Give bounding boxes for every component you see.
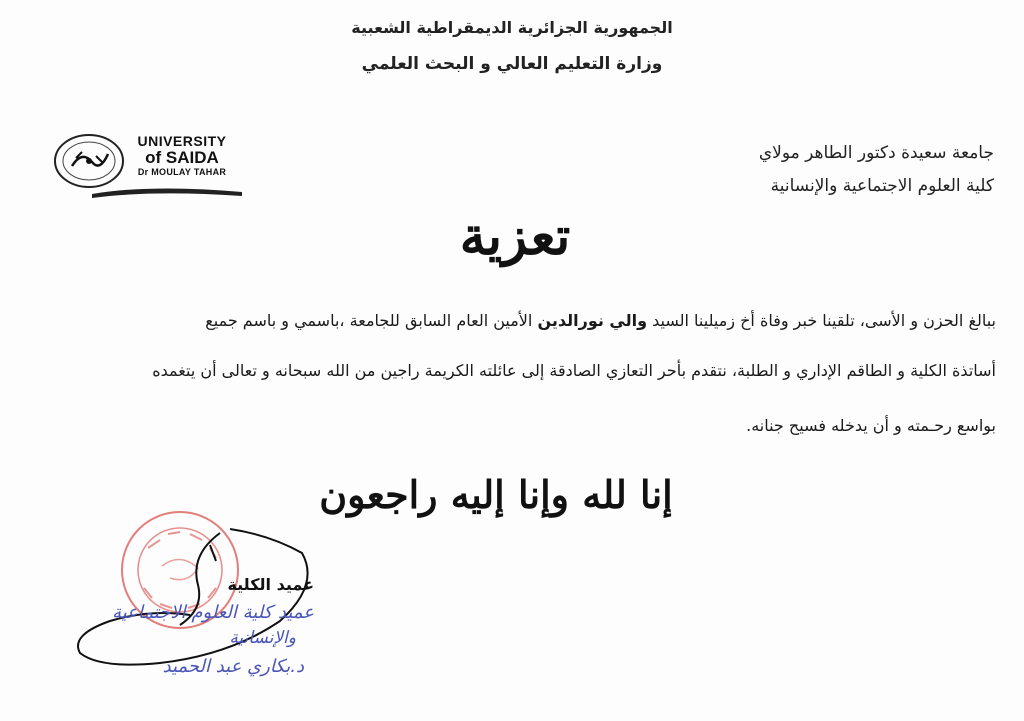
body-paragraph-1 xyxy=(36,311,996,332)
dean-title: عميد الكلية xyxy=(227,575,314,594)
condolence-title: تعزية xyxy=(459,206,571,267)
logo-line-university: UNIVERSITY xyxy=(137,133,227,149)
logo-line-saida: of SAIDA xyxy=(145,148,219,167)
ministry-header: وزارة التعليم العالي و البحث العلمي xyxy=(361,54,663,74)
para1-text-end: الأمين العام السابق للجامعة ،باسمي و باسم جميع xyxy=(205,311,538,330)
handwritten-signature-icon xyxy=(70,525,310,675)
body-paragraph-2: أساتذة الكلية و الطاقم الإداري و الطلبة، نتقدم بأحر التعازي الصادقة إلى عائلته الكريمة راجين من الله سبحانه و تعالى أن يتغمده xyxy=(152,361,996,380)
faculty-name: كلية العلوم الاجتماعية والإنسانية xyxy=(770,176,994,196)
stamp-line-name: د.بكاري عبد الحميد xyxy=(162,656,304,677)
deceased-name: والي نورالدين xyxy=(537,311,648,330)
body-paragraph-3: بواسع رحـمته و أن يدخله فسيح جنانه. xyxy=(746,416,996,435)
university-name: جامعة سعيدة دكتور الطاهر مولاي xyxy=(758,143,994,163)
para1-text-start: ببالغ الحزن و الأسى، تلقينا خبر وفاة أخ زميلينا السيد xyxy=(647,311,996,330)
stamp-line-dean: عميد كلية العلوم الاجتماعية xyxy=(112,602,314,623)
quran-verse-calligraphy: إنا لله وإنا إليه راجعون xyxy=(319,472,673,517)
republic-header: الجمهورية الجزائرية الديمقراطية الشعبية xyxy=(351,18,673,37)
logo-line-tahar: Dr MOULAY TAHAR xyxy=(137,167,227,177)
stamp-line-humanities: والإنسانية xyxy=(229,628,296,648)
logo-swoosh-icon xyxy=(92,182,242,198)
university-logo xyxy=(52,130,244,200)
